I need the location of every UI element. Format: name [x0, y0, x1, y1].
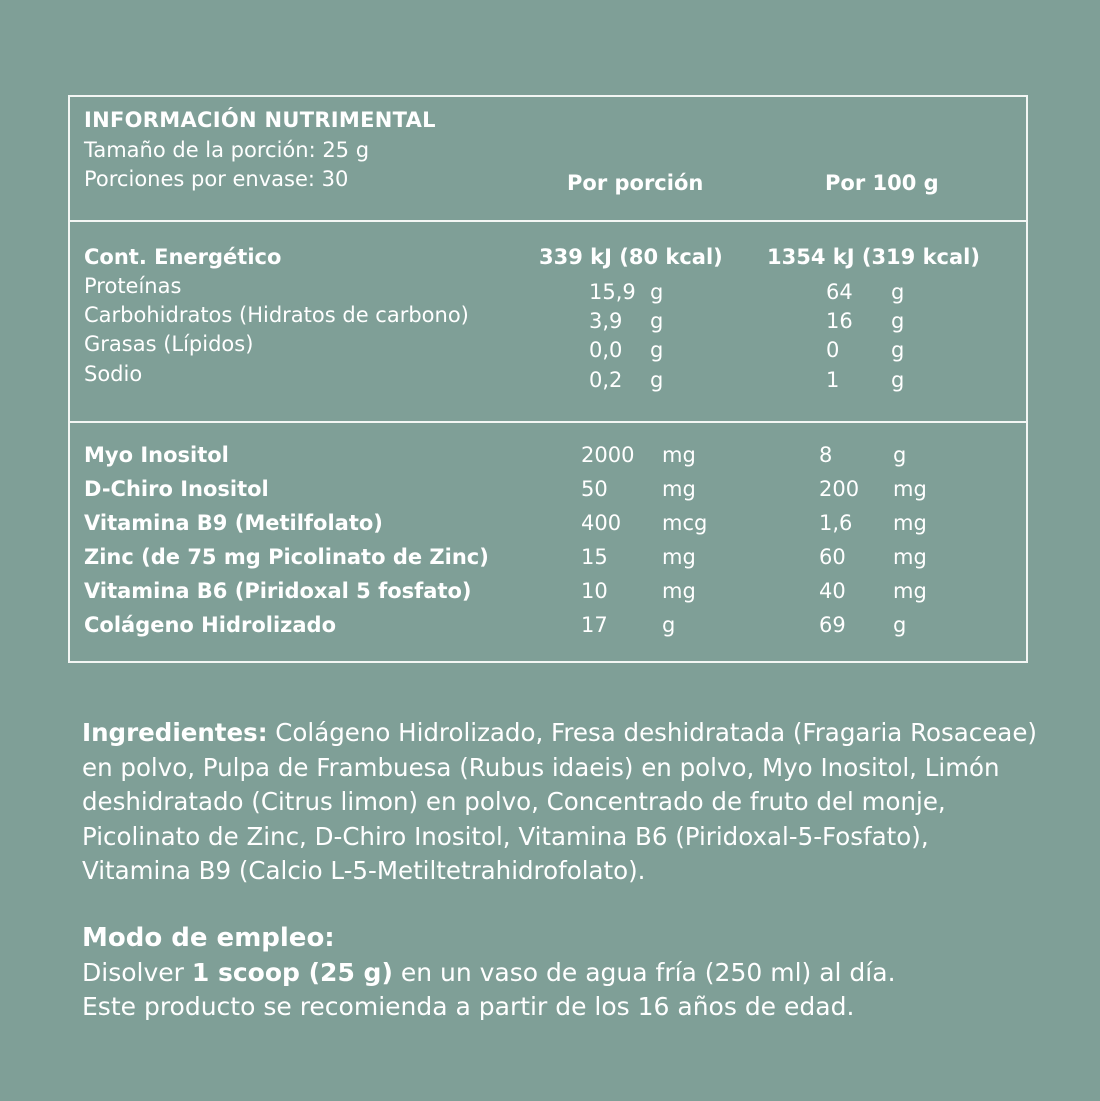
active-per-100g-unit: mg: [893, 579, 927, 603]
active-per-100g-unit: g: [893, 443, 907, 467]
macro-per-100g-value: 1: [826, 368, 840, 392]
active-per-100g-unit: mg: [893, 545, 927, 569]
active-label: D-Chiro Inositol: [84, 477, 269, 501]
macro-label: Carbohidratos (Hidratos de carbono): [84, 303, 469, 327]
macro-label: Sodio: [84, 362, 143, 386]
active-per-100g-value: 1,6: [819, 511, 853, 535]
ingredients-label: Ingredientes:: [82, 718, 268, 747]
usage-dose: 1 scoop (25 g): [191, 957, 393, 987]
macro-per-100g-unit: g: [891, 338, 905, 362]
divider-top: [70, 220, 1026, 222]
active-label: Vitamina B6 (Piridoxal 5 fosfato): [84, 579, 472, 603]
ingredients-text: Colágeno Hidrolizado, Fresa deshidratada (Fragaria Rosaceae) en polvo, Pulpa de Frambuesa (Rubus idaeis) en polvo, Myo Inositol, Limón deshidratado (Citrus limon) en polvo, Concentrado de fruto del monje, Picolinato de Zinc, D-Chiro Inositol, Vitamina B6 (Piridoxal-5-Fosfato), Vitamina B9 (Calcio L-5-Metiltetrahidrofolato).: [82, 718, 1037, 885]
macro-per-serving-value: 0,0: [589, 338, 623, 362]
macro-per-serving-unit: g: [650, 309, 664, 333]
active-per-100g-value: 60: [819, 545, 846, 569]
active-per-100g-unit: mg: [893, 477, 927, 501]
macro-per-100g-value: 0: [826, 338, 840, 362]
active-label: Colágeno Hidrolizado: [84, 613, 337, 637]
col-header-per-100g: Por 100 g: [825, 171, 939, 195]
active-per-100g-value: 69: [819, 613, 846, 637]
active-per-serving-unit: mg: [662, 579, 696, 603]
usage-line-2: Este producto se recomienda a partir de los 16 años de edad.: [82, 992, 855, 1021]
active-per-100g-value: 8: [819, 443, 833, 467]
active-per-100g-unit: mg: [893, 511, 927, 535]
active-per-serving-unit: mg: [662, 545, 696, 569]
active-per-serving-unit: mg: [662, 443, 696, 467]
active-per-serving-unit: mcg: [662, 511, 708, 535]
active-label: Vitamina B9 (Metilfolato): [84, 511, 383, 535]
active-per-serving-unit: mg: [662, 477, 696, 501]
active-per-serving-value: 50: [581, 477, 608, 501]
col-header-per-serving: Por porción: [567, 171, 704, 195]
divider-middle: [70, 421, 1026, 423]
macro-label: Proteínas: [84, 274, 182, 298]
active-per-serving-unit: g: [662, 613, 676, 637]
active-per-serving-value: 10: [581, 579, 608, 603]
macro-per-serving-value: 15,9: [589, 280, 636, 304]
serving-size: Tamaño de la porción: 25 g: [84, 138, 370, 162]
macro-label: Grasas (Lípidos): [84, 332, 254, 356]
macro-per-serving-unit: g: [650, 338, 664, 362]
active-per-serving-value: 17: [581, 613, 608, 637]
active-per-serving-value: 2000: [581, 443, 635, 467]
macro-per-100g-unit: g: [891, 280, 905, 304]
active-per-serving-value: 400: [581, 511, 622, 535]
servings-per-container: Porciones por envase: 30: [84, 167, 349, 191]
nutrition-table: [68, 95, 1028, 663]
macro-per-100g-unit: g: [891, 368, 905, 392]
macro-per-serving-value: 3,9: [589, 309, 623, 333]
energy-per-serving: 339 kJ (80 kcal): [539, 245, 723, 269]
active-per-100g-value: 40: [819, 579, 846, 603]
macro-per-100g-value: 16: [826, 309, 853, 333]
usage-line-1-post: en un vaso de agua fría (250 ml) al día.: [400, 957, 896, 987]
macro-per-serving-unit: g: [650, 368, 664, 392]
macro-per-100g-unit: g: [891, 309, 905, 333]
macro-per-100g-value: 64: [826, 280, 853, 304]
usage-line-1-pre: Disolver: [82, 957, 184, 987]
usage-section: [82, 921, 1042, 1025]
usage-line-1: [82, 956, 1042, 991]
macro-per-serving-value: 0,2: [589, 368, 623, 392]
energy-label: Cont. Energético: [84, 245, 282, 269]
active-per-serving-value: 15: [581, 545, 608, 569]
ingredients-paragraph: [82, 716, 1042, 889]
active-label: Zinc (de 75 mg Picolinato de Zinc): [84, 545, 489, 569]
energy-per-100g: 1354 kJ (319 kcal): [767, 245, 980, 269]
active-per-100g-unit: g: [893, 613, 907, 637]
table-title: INFORMACIÓN NUTRIMENTAL: [84, 108, 436, 132]
macro-per-serving-unit: g: [650, 280, 664, 304]
usage-label: Modo de empleo:: [82, 923, 335, 953]
active-per-100g-value: 200: [819, 477, 860, 501]
active-label: Myo Inositol: [84, 443, 229, 467]
